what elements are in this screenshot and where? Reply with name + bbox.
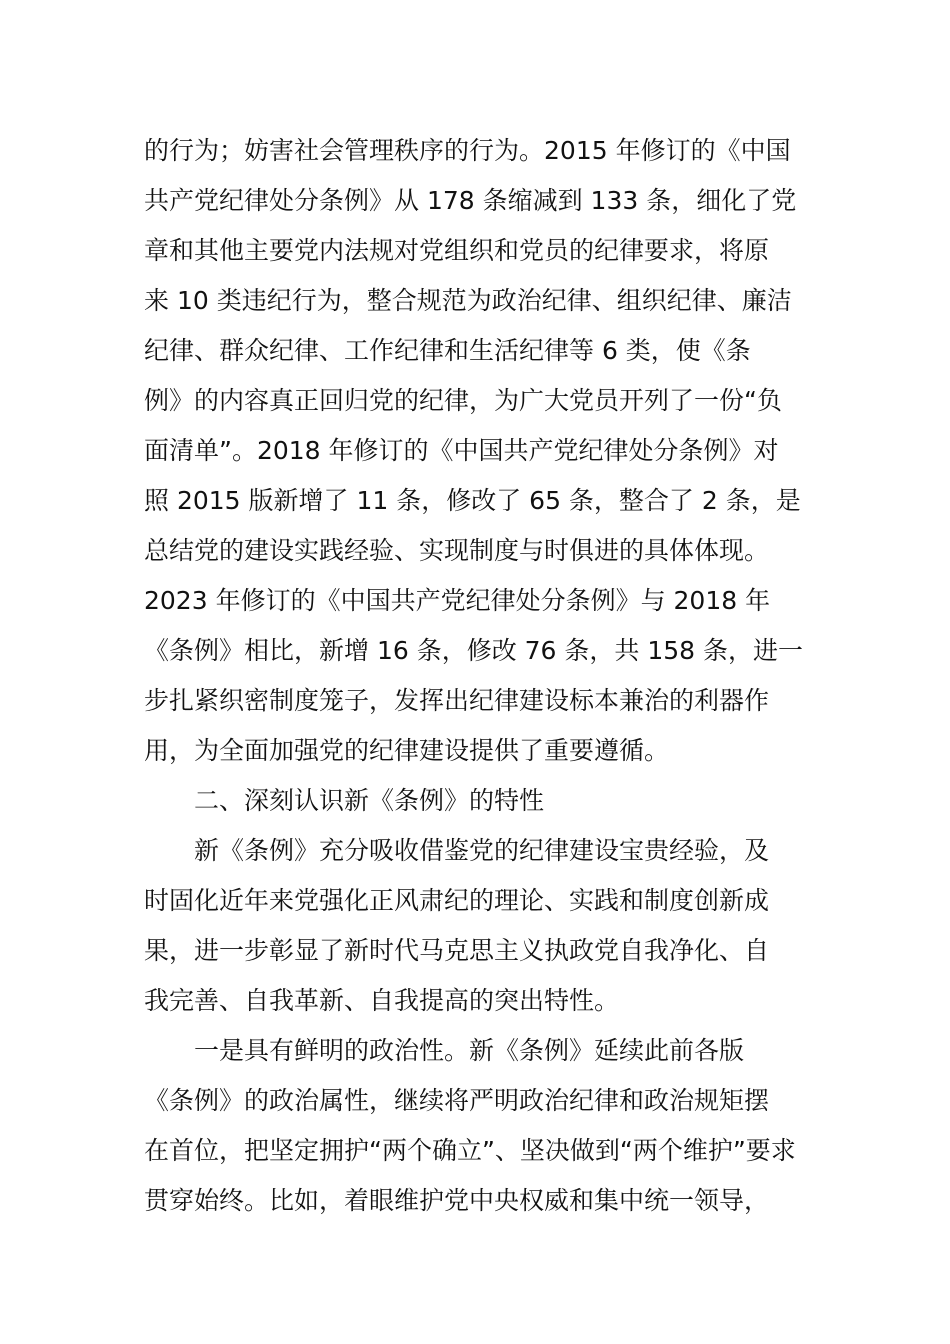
text-line: 步扎紧织密制度笼子，发挥出纪律建设标本兼治的利器作 — [144, 686, 770, 715]
text-line: 《条例》的政治属性，继续将严明政治纪律和政治规矩摆 — [144, 1086, 770, 1115]
text-line: 用，为全面加强党的纪律建设提供了重要遵循。 — [144, 736, 670, 765]
text-line: 照 2015 版新增了 11 条，修改了 65 条，整合了 2 条，是 — [144, 486, 801, 515]
body-text — [144, 126, 824, 1226]
text-line: 我完善、自我革新、自我提高的突出特性。 — [144, 986, 620, 1015]
text-line: 贯穿始终。比如，着眼维护党中央权威和集中统一领导， — [144, 1186, 770, 1215]
text-line: 共产党纪律处分条例》从 178 条缩减到 133 条，细化了党 — [144, 186, 797, 215]
section-heading: 二、深刻认识新《条例》的特性 — [194, 786, 545, 815]
text-line: 《条例》相比，新增 16 条，修改 76 条，共 158 条，进一 — [144, 636, 804, 665]
text-line: 2023 年修订的《中国共产党纪律处分条例》与 2018 年 — [144, 586, 771, 615]
text-line: 时固化近年来党强化正风肃纪的理论、实践和制度创新成 — [144, 886, 770, 915]
text-line: 的行为；妨害社会管理秩序的行为。2015 年修订的《中国 — [144, 136, 791, 165]
text-line: 果，进一步彰显了新时代马克思主义执政党自我净化、自 — [144, 936, 770, 965]
text-line: 例》的内容真正回归党的纪律，为广大党员开列了一份“负 — [144, 386, 782, 415]
text-line: 来 10 类违纪行为，整合规范为政治纪律、组织纪律、廉洁 — [144, 286, 792, 315]
paragraph-start-line: 新《条例》充分吸收借鉴党的纪律建设宝贵经验，及 — [194, 836, 770, 865]
text-line: 总结党的建设实践经验、实现制度与时俱进的具体体现。 — [144, 536, 770, 565]
text-line: 面清单”。2018 年修订的《中国共产党纪律处分条例》对 — [144, 436, 779, 465]
text-line: 章和其他主要党内法规对党组织和党员的纪律要求，将原 — [144, 236, 770, 265]
text-line: 在首位，把坚定拥护“两个确立”、坚决做到“两个维护”要求 — [144, 1136, 796, 1165]
paragraph-start-line: 一是具有鲜明的政治性。新《条例》延续此前各版 — [194, 1036, 745, 1065]
text-line: 纪律、群众纪律、工作纪律和生活纪律等 6 类，使《条 — [144, 336, 751, 365]
